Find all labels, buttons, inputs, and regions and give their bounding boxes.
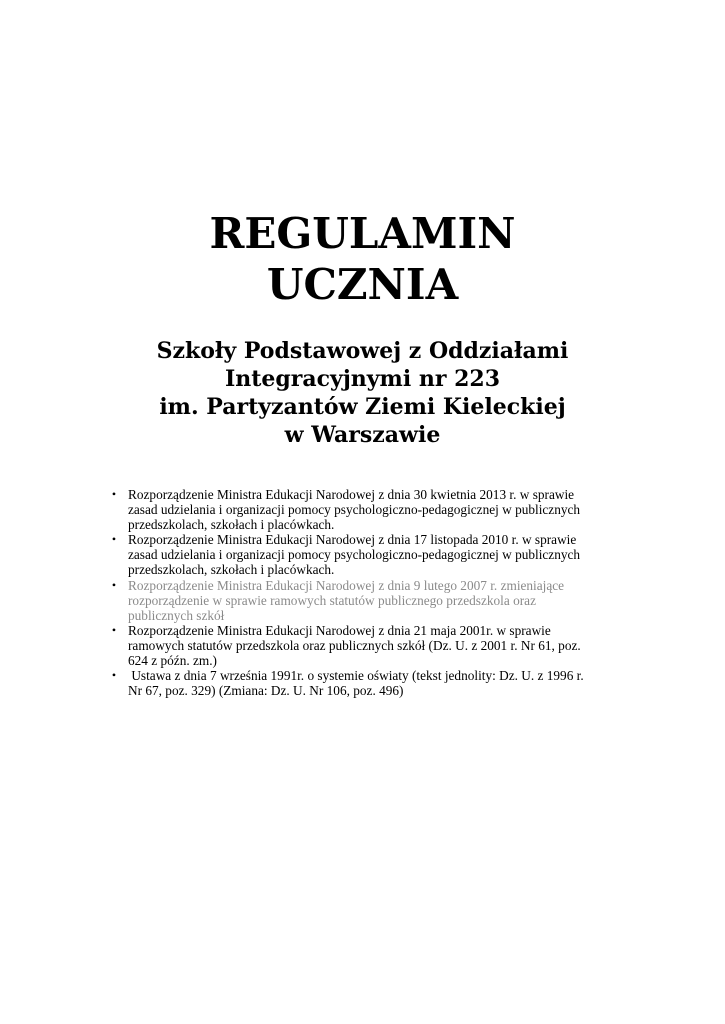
legal-reference-item [108, 487, 648, 532]
reference-text-line: Nr 67, poz. 329) (Zmiana: Dz. U. Nr 106, poz. 496) [128, 683, 404, 699]
subtitle-line: Szkoły Podstawowej z Oddziałami [156, 338, 569, 364]
reference-text-line: 624 z późn. zm.) [128, 653, 217, 669]
reference-text-line: Rozporządzenie Ministra Edukacji Narodowej z dnia 9 lutego 2007 r. zmieniające [128, 577, 565, 593]
reference-text-line: Ustawa z dnia 7 września 1991r. o systemie oświaty (tekst jednolity: Dz. U. z 1996 r. [128, 668, 584, 684]
document-subtitle [0, 337, 725, 449]
subtitle-line: Integracyjnymi nr 223 [224, 366, 501, 392]
legal-reference-item [108, 623, 648, 668]
bullet-icon: • [111, 487, 117, 501]
reference-text-line: ramowych statutów przedszkola oraz publicznych szkół (Dz. U. z 2001 r. Nr 61, poz. [128, 637, 581, 653]
bullet-icon: • [111, 622, 117, 637]
reference-text-line: zasad udzielania i organizacji pomocy psychologiczno-pedagogicznej w publicznych [128, 547, 581, 563]
bullet-icon: • [111, 668, 117, 683]
legal-reference-item-muted [108, 578, 648, 623]
subtitle-line: w Warszawie [284, 422, 441, 448]
bullet-icon: • [111, 532, 117, 547]
legal-references-list [108, 487, 648, 698]
reference-text-line: Rozporządzenie Ministra Edukacji Narodowej z dnia 21 maja 2001r. w sprawie [128, 622, 551, 638]
reference-text-line: rozporządzenie w sprawie ramowych statutów publicznego przedszkola oraz [128, 592, 536, 608]
reference-text-line: publicznych szkół [128, 607, 225, 623]
reference-text-line: Rozporządzenie Ministra Edukacji Narodowej z dnia 17 listopada 2010 r. w sprawie [128, 532, 577, 548]
subtitle-line: im. Partyzantów Ziemi Kieleckiej [159, 394, 566, 420]
document-title-line-2: UCZNIA [266, 260, 459, 309]
reference-text-line: zasad udzielania i organizacji pomocy psychologiczno-pedagogicznej w publicznych [128, 502, 581, 518]
bullet-icon: • [111, 577, 117, 592]
reference-text-line: Rozporządzenie Ministra Edukacji Narodowej z dnia 30 kwietnia 2013 r. w sprawie [128, 487, 575, 502]
legal-reference-item [108, 668, 648, 698]
legal-reference-item [108, 532, 648, 577]
document-title-line-1: REGULAMIN [209, 209, 516, 258]
reference-text-line: przedszkolach, szkołach i placówkach. [128, 562, 335, 578]
reference-text-line: przedszkolach, szkołach i placówkach. [128, 517, 335, 533]
